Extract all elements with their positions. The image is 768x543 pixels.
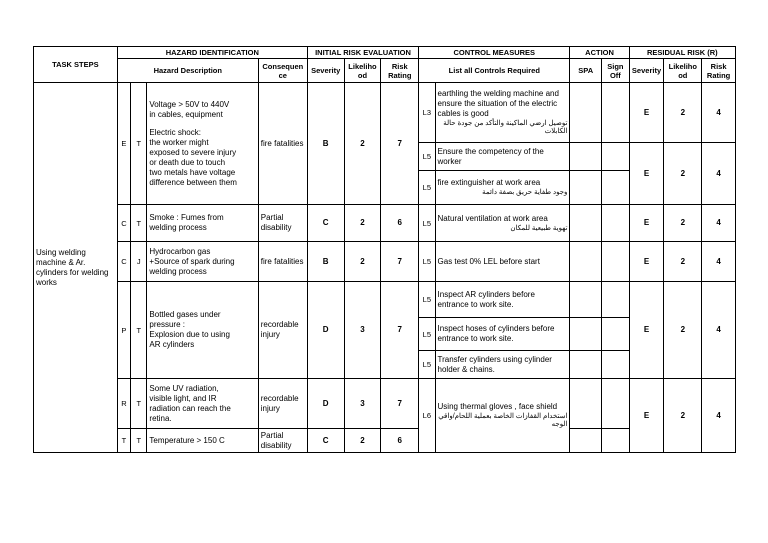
spa-cell (570, 379, 602, 429)
sign-off-cell (602, 379, 630, 429)
risk-assessment-table (33, 46, 736, 453)
res-severity-cell: E (629, 143, 664, 205)
likelihood-cell: 2 (344, 205, 381, 242)
severity-cell: B (307, 242, 344, 282)
likelihood-cell: 3 (344, 379, 381, 429)
hazard-code-1: E (117, 83, 130, 205)
hazard-description (147, 379, 258, 429)
sign-off-cell (602, 143, 630, 171)
hazard-line-spacer (149, 120, 255, 128)
hazard-line: pressure : (149, 320, 185, 330)
control-level: L5 (419, 282, 435, 318)
spa-cell (570, 242, 602, 282)
spa-cell (570, 171, 602, 205)
spa-cell (570, 429, 602, 453)
control-text: fire extinguisher at work area (437, 178, 541, 187)
hazard-line: difference between them (149, 177, 237, 187)
hazard-line: Bottled gases under (149, 310, 221, 320)
res-rating-cell: 4 (702, 379, 736, 453)
header-consequence: Consequen ce (258, 59, 307, 83)
hazard-line: retina. (149, 413, 172, 423)
hazard-description (147, 429, 258, 453)
res-likelihood-cell: 2 (664, 242, 702, 282)
hazard-code-2: T (131, 83, 147, 205)
spa-cell (570, 143, 602, 171)
hazard-code-1: C (117, 205, 130, 242)
control-level: L5 (419, 242, 435, 282)
header-row-1 (34, 47, 736, 59)
res-rating-cell: 4 (702, 205, 736, 242)
table-row (34, 282, 736, 318)
hazard-line: radiation can reach the (149, 403, 231, 413)
header-sign-off: Sign Off (602, 59, 630, 83)
hazard-line: Voltage > 50V to 440V (149, 99, 230, 109)
res-severity-cell: E (629, 205, 664, 242)
header-task-steps: TASK STEPS (34, 47, 118, 83)
header-initial-risk: INITIAL RISK EVALUATION (307, 47, 418, 59)
hazard-line: Some UV radiation, (149, 383, 219, 393)
control-text: Ensure the competency of the worker (437, 146, 544, 166)
hazard-code-1: T (117, 429, 130, 453)
hazard-line: Explosion due to using (149, 330, 230, 340)
hazard-line: welding process (149, 223, 207, 233)
control-text-cell (435, 318, 570, 351)
control-text-cell (435, 242, 570, 282)
control-text-cell (435, 351, 570, 379)
table-row (34, 83, 736, 143)
spa-cell (570, 205, 602, 242)
spa-cell (570, 351, 602, 379)
res-likelihood-cell: 2 (664, 83, 702, 143)
severity-cell: D (307, 282, 344, 379)
hazard-line: AR cylinders (149, 340, 195, 350)
control-level: L5 (419, 143, 435, 171)
res-rating-cell: 4 (702, 83, 736, 143)
task-step-cell: Using welding machine & Ar. cylinders for welding works (34, 83, 118, 453)
likelihood-cell: 2 (344, 429, 381, 453)
consequence-cell: Partial disability (258, 429, 307, 453)
severity-cell: C (307, 205, 344, 242)
hazard-line: exposed to severe injury (149, 147, 237, 157)
consequence-cell: fire fatalities (258, 83, 307, 205)
hazard-code-2: T (131, 429, 147, 453)
control-level: L3 (419, 83, 435, 143)
control-text: Using thermal gloves , face shield (437, 401, 558, 411)
hazard-line: Temperature > 150 C (149, 435, 225, 445)
control-text-cell (435, 282, 570, 318)
control-arabic-text: استخدام القفازات الخاصة بعملية اللحام/واقي الوجه (438, 412, 568, 429)
header-res-rating: Risk Rating (702, 59, 736, 83)
hazard-code-1: C (117, 242, 130, 282)
control-level: L5 (419, 351, 435, 379)
control-level: L6 (419, 379, 435, 453)
control-text: Natural ventilation at work area (437, 213, 548, 223)
hazard-code-1: R (117, 379, 130, 429)
header-residual-risk: RESIDUAL RISK (R) (629, 47, 735, 59)
sign-off-cell (602, 318, 630, 351)
hazard-line: two metals have voltage (149, 167, 236, 177)
control-text: Transfer cylinders using cylinder holder & chains. (437, 354, 552, 374)
sign-off-cell (602, 205, 630, 242)
risk-rating-cell: 7 (381, 282, 419, 379)
hazard-line: welding process (149, 266, 207, 276)
header-control-measures: CONTROL MEASURES (419, 47, 570, 59)
sign-off-cell (602, 429, 630, 453)
sign-off-cell (602, 282, 630, 318)
res-rating-cell: 4 (702, 143, 736, 205)
header-res-likelihood: Likeliho od (664, 59, 702, 83)
control-text: Gas test 0% LEL before start (437, 256, 540, 266)
hazard-line: Smoke : Fumes from (149, 213, 224, 223)
header-risk-rating: Risk Rating (381, 59, 419, 83)
control-text: Inspect AR cylinders before entrance to work site. (437, 289, 535, 309)
table-row (34, 379, 736, 429)
res-severity-cell: E (629, 379, 664, 453)
hazard-description (147, 242, 258, 282)
risk-rating-cell: 6 (381, 429, 419, 453)
control-arabic-text: وجود طفاية حريق بصفة دائمة (482, 189, 568, 196)
control-arabic-text: توصيل ارضي الماكينة والتأكد من جودة حالة الكابلات (443, 119, 568, 136)
header-row-2 (34, 59, 736, 83)
table-row (34, 242, 736, 282)
severity-cell: C (307, 429, 344, 453)
severity-cell: D (307, 379, 344, 429)
risk-rating-cell: 7 (381, 379, 419, 429)
control-text-cell (435, 143, 570, 171)
control-text-cell (435, 205, 570, 242)
header-res-severity: Severity (629, 59, 664, 83)
spa-cell (570, 83, 602, 143)
res-likelihood-cell: 2 (664, 379, 702, 453)
spa-cell (570, 282, 602, 318)
sign-off-cell (602, 171, 630, 205)
likelihood-cell: 2 (344, 83, 381, 205)
hazard-line: +Source of spark during (149, 256, 235, 266)
control-text-cell (435, 379, 570, 453)
spa-cell (570, 318, 602, 351)
sign-off-cell (602, 351, 630, 379)
res-likelihood-cell: 2 (664, 282, 702, 379)
hazard-description (147, 83, 258, 205)
header-severity: Severity (307, 59, 344, 83)
res-likelihood-cell: 2 (664, 143, 702, 205)
hazard-code-2: T (131, 205, 147, 242)
res-severity-cell: E (629, 242, 664, 282)
consequence-cell: recordable injury (258, 379, 307, 429)
hazard-description (147, 282, 258, 379)
res-severity-cell: E (629, 282, 664, 379)
hazard-line: Hydrocarbon gas (149, 246, 211, 256)
hazard-code-2: T (131, 379, 147, 429)
table-row (34, 205, 736, 242)
risk-rating-cell: 6 (381, 205, 419, 242)
header-hazard-identification: HAZARD IDENTIFICATION (117, 47, 307, 59)
consequence-cell: recordable injury (258, 282, 307, 379)
hazard-line: Electric shock: (149, 127, 201, 137)
header-likelihood: Likeliho od (344, 59, 381, 83)
res-likelihood-cell: 2 (664, 205, 702, 242)
control-level: L5 (419, 318, 435, 351)
control-text-cell (435, 171, 570, 205)
risk-rating-cell: 7 (381, 83, 419, 205)
hazard-code-1: P (117, 282, 130, 379)
hazard-line: or death due to touch (149, 157, 226, 167)
header-hazard-description: Hazard Description (117, 59, 258, 83)
likelihood-cell: 2 (344, 242, 381, 282)
control-level: L5 (419, 171, 435, 205)
consequence-cell: Partial disability (258, 205, 307, 242)
res-severity-cell: E (629, 83, 664, 143)
control-level: L5 (419, 205, 435, 242)
hazard-code-2: J (131, 242, 147, 282)
hazard-line: visible light, and IR (149, 393, 217, 403)
hazard-code-2: T (131, 282, 147, 379)
hazard-description (147, 205, 258, 242)
sign-off-cell (602, 242, 630, 282)
severity-cell: B (307, 83, 344, 205)
header-spa: SPA (570, 59, 602, 83)
header-action: ACTION (570, 47, 629, 59)
control-text: Inspect hoses of cylinders before entrance to work site. (437, 324, 555, 344)
consequence-cell: fire fatalities (258, 242, 307, 282)
risk-rating-cell: 7 (381, 242, 419, 282)
res-rating-cell: 4 (702, 242, 736, 282)
control-text: earthling the welding machine and ensure the situation of the electric cables is good (437, 88, 559, 118)
control-arabic-text: تهوية طبيعية للمكان (510, 224, 568, 232)
hazard-line: the worker might (149, 137, 209, 147)
hazard-line: in cables, equipment (149, 109, 223, 119)
likelihood-cell: 3 (344, 282, 381, 379)
header-controls-required: List all Controls Required (419, 59, 570, 83)
res-rating-cell: 4 (702, 282, 736, 379)
control-text-cell (435, 83, 570, 143)
sign-off-cell (602, 83, 630, 143)
